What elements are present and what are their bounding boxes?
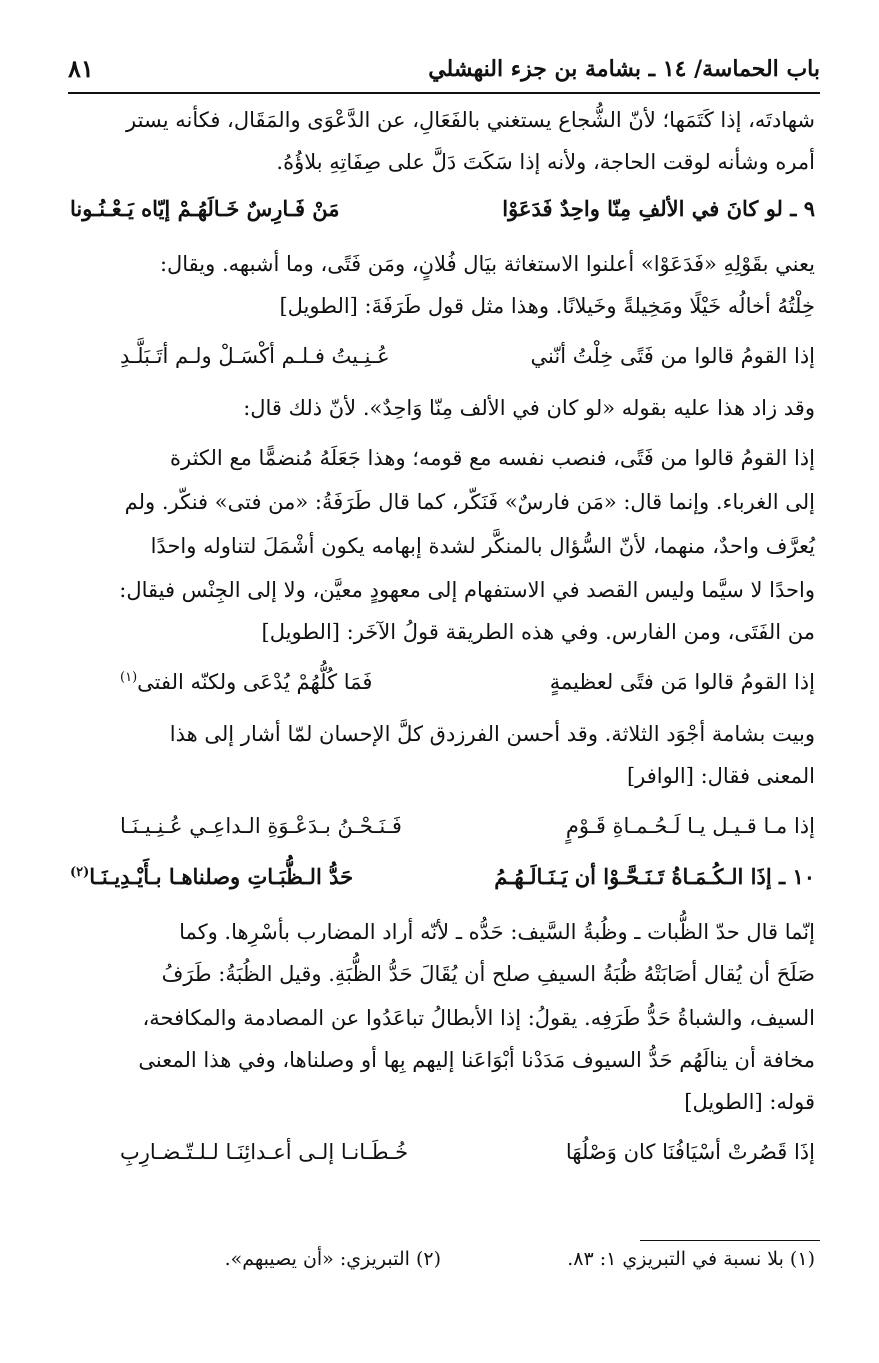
verse-10-text: حَدُّ الـظُّبَـاتِ وصلناهـا بـأَيْـدِيـنَـا	[89, 864, 354, 889]
text-line: مخافة أن ينالَهُم حَدُّ السيوف مَدَدْنا أبْوَاعَنا إليهم بِها أو وصلناها، وفي هذا المعنى	[138, 1048, 815, 1072]
footnote-marker-1: (١)	[120, 670, 138, 685]
page-number: ٨١	[68, 54, 94, 83]
verse-9-first-hemistich: ٩ ـ لو كانَ في الألفِ مِنّا واحِدٌ فَدَعَوْا	[502, 196, 815, 221]
footnote-marker-2: (٢)	[70, 865, 90, 880]
text-line: يعني بقَوْلِهِ «فَدَعَوْا» أعلنوا الاستغاثة بيَال فُلانٍ، ومَن فَتًى، وما أشبهه. ويقال:	[159, 252, 815, 276]
text-line: واحدًا لا سيَّما وليس القصد في الاستفهام إلى معهودٍ معيَّن، ولا إلى الجِنْس فيقال:	[119, 578, 815, 602]
text-line: يُعرَّف واحدٌ، منهما، لأنّ السُّؤال بالمنكَّر لشدة إبهامه يكون أشْمَلَ لتناوله واحدًا	[150, 534, 815, 558]
tarafa-verse-first-hemistich: إذا القومُ قالوا من فَتًى خِلْتُ أنّني	[530, 344, 815, 368]
footnote-1: (١) بلا نسبة في التبريزي ١: ٨٣.	[567, 1248, 815, 1270]
text-line: إذا القومُ قالوا من فَتًى، فنصب نفسه مع قومه؛ وهذا جَعَلَهُ مُنضمًّا مع الكثرة	[170, 446, 815, 470]
verse-10-first-hemistich: ١٠ ـ إذَا الـكُـمَـاةُ تَـنَـحَّـوْا أن يَـنَـالَـهُـمُ	[494, 864, 815, 889]
footnote-divider	[640, 1240, 820, 1241]
text-line: وقد زاد هذا عليه بقوله «لو كان في الألف مِنّا وَاحِدٌ». لأنّ ذلك قال:	[243, 396, 815, 420]
other-verse-first-hemistich: إذا القومُ قالوا مَن فتًى لعظيمةٍ	[549, 670, 815, 694]
running-head: باب الحماسة/ ١٤ ـ بشامة بن جزء النهشلي	[428, 56, 820, 82]
text-line: إنّما قال حدّ الظُّبات ـ وظُبةُ السَّيف: حَدُّه ـ لأنّه أراد المضارب بأسْرِها. وكما	[179, 920, 815, 944]
farazdaq-verse-second-hemistich: فَـنَـحْـنُ بـدَعْـوَةِ الـداعِـي عُـنِـيـنَـا	[120, 814, 402, 838]
text-line: صَلَحَ أن يُقال أصَابَتْهُ ظُبَةُ السيفِ صلح أن يُقَالَ حَدُّ الظُّبَةِ. وقيل الظُبَةُ: طَرَفُ	[161, 962, 815, 986]
text-line: أمره وشأنه لوقت الحاجة، ولأنه إذا سَكَتَ دَلَّ على صِفَاتِهِ بلاؤُهُ.	[276, 150, 815, 174]
text-line: إلى الغرباء. وإنما قال: «مَن فارسٌ» فَنَكّر، كما قال طَرَفَةُ: «من فتى» فنكّر. ولم	[124, 490, 815, 514]
text-line: شهادتَه، إذا كَتَمَها؛ لأنّ الشُّجاع يستغني بالفَعَالِ، عن الدَّعْوَى والمَقَال، فكأنه يستر	[126, 108, 815, 132]
text-line: قوله: [الطويل]	[684, 1090, 815, 1114]
verse-10-second-hemistich	[70, 864, 353, 889]
verse-9-second-hemistich: مَنْ فَـارِسٌ خَـالَهُـمْ إيّاه يَـعْـنُـونا	[70, 196, 340, 221]
text-line: خِلْتُهُ أخالُه خَيْلًا ومَخِيلةً وخَيلانًا. وهذا مثل قول طَرَفَةَ: [الطويل]	[279, 294, 815, 318]
text-line: من الفَتَى، ومن الفارس. وفي هذه الطريقة قولُ الآخَر: [الطويل]	[261, 620, 815, 644]
page-header	[68, 46, 820, 94]
footnote-2: (٢) التبريزي: «أن يصيبهم».	[224, 1248, 441, 1270]
farazdaq-verse-first-hemistich: إذا مـا قـيـل يـا لَـحُـمـاةِ قَـوْمٍ	[565, 814, 815, 838]
other-verse-text: فَمَا كُلُّهُمْ يُدْعَى ولكنّه الفتى	[137, 670, 373, 694]
last-verse-first-hemistich: إذَا قَصُرتْ أسْيَافُنَا كان وَصْلُهَا	[565, 1140, 815, 1164]
other-verse-second-hemistich	[120, 670, 372, 694]
text-line: المعنى فقال: [الوافر]	[626, 764, 815, 788]
tarafa-verse-second-hemistich: عُـنِـيتُ فـلـم أكْسَـلْ ولـم أتَـبَلَّـدِ	[120, 344, 390, 368]
text-line: السيف، والشباةُ حَدُّ طَرَفِه. يقولُ: إذا الأبطالُ تباعَدُوا عن المصادمة والمكافحة،	[142, 1006, 815, 1030]
text-line: وبيت بشامة أجْوَد الثلاثة. وقد أحسن الفرزدق كلَّ الإحسان لمّا أشار إلى هذا	[169, 722, 815, 746]
last-verse-second-hemistich: خُـطَـانـا إلـى أعـدائِنَـا لـلـتّـضـارِبِ	[120, 1140, 409, 1164]
